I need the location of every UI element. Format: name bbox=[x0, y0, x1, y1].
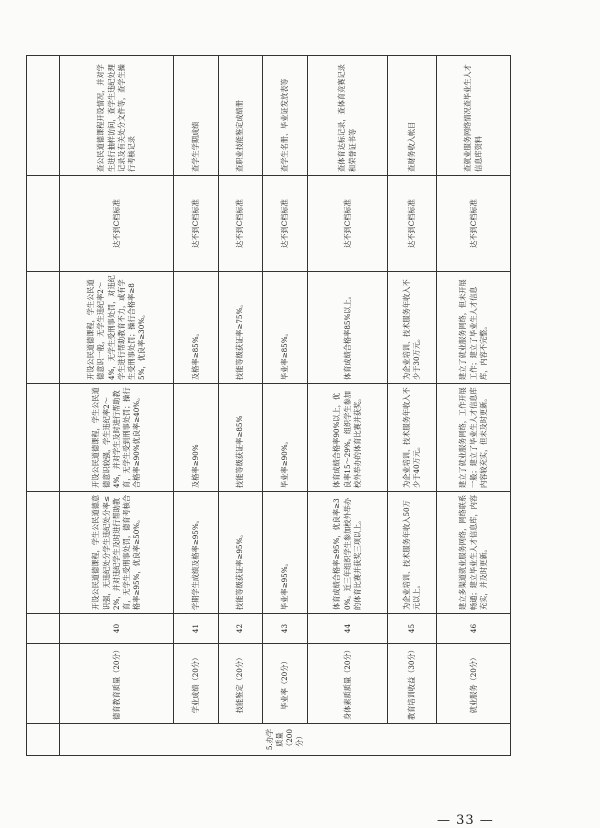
number-cell: 42 bbox=[218, 614, 263, 644]
content-cell: 技能等级获证率≥95%。 bbox=[218, 492, 263, 614]
number-cell: 43 bbox=[263, 614, 308, 644]
grade-b-cell: 及格率≥85%。 bbox=[174, 272, 219, 384]
grade-a-cell: 开设公民道德课程，学生公民道德意识较强，学生违纪率2～4%，并对学生及时进行帮助教育，无学生受到刑事处罚；操行合格率≥90%优良率≥40%。 bbox=[60, 384, 174, 492]
grade-c-cell: 达不到C档标准 bbox=[174, 176, 219, 272]
number-cell: 41 bbox=[174, 614, 219, 644]
method-cell: 查财务收入帐目 bbox=[388, 56, 437, 176]
content-cell: 学期学生成绩及格率≥95%。 bbox=[174, 492, 219, 614]
grade-c-cell: 达不到C档标准 bbox=[218, 176, 263, 272]
grade-b-cell: 开设公民道德课程，学生公民道德意识一般，无学生违纪率2～4%，无学生受刑事处罚，对违纪学生进行帮助教育不力，或有学生受刑事处罚；操行合格率≥85%，优良率≥30%。 bbox=[60, 272, 174, 384]
grade-b-cell: 建立了就业服务网络，但未开展工作；建立了毕业生人才信息库，内容不完整。 bbox=[437, 272, 511, 384]
grade-a-cell: 技能等级获证率≥85% bbox=[218, 384, 263, 492]
grade-c-cell: 达不到C档标准 bbox=[60, 176, 174, 272]
grade-a-cell: 及格率≥90% bbox=[174, 384, 219, 492]
number-cell: 40 bbox=[60, 614, 174, 644]
item-cell: 毕业率（20分） bbox=[263, 644, 308, 724]
table-row bbox=[437, 56, 511, 756]
grade-c-cell: 达不到C档标准 bbox=[263, 176, 308, 272]
grade-c-cell: 达不到C档标准 bbox=[388, 176, 437, 272]
content-cell: 为企业培训、技术服务年收入50万元以上。 bbox=[388, 492, 437, 614]
grade-b-cell: 为企业培训、技术服务年收入不少于30万元。 bbox=[388, 272, 437, 384]
item-cell: 德育教育质量（20分） bbox=[60, 644, 174, 724]
grade-a-cell: 为企业培训、技术服务年收入不少于40万元。 bbox=[388, 384, 437, 492]
grade-a-cell: 体育成绩合格率90%以上，优良率15～29%。组织学生参加校外举办的体育比赛并获奖。 bbox=[307, 384, 387, 492]
evaluation-table bbox=[26, 55, 511, 756]
category-cell: 5.办学质量（200分） bbox=[60, 724, 511, 756]
grade-a-cell: 建立了就业服务网络，工作开展一般；建立了毕业生人才信息库内容较充实，但未及时更新。 bbox=[437, 384, 511, 492]
item-cell: 教育培训收益（30分） bbox=[388, 644, 437, 724]
number-cell: 45 bbox=[388, 614, 437, 644]
page-number: — 33 — bbox=[437, 813, 494, 828]
grade-b-cell: 技能等级获证率≥75%。 bbox=[218, 272, 263, 384]
item-cell: 身体素质质量（20分） bbox=[307, 644, 387, 724]
header-row bbox=[27, 56, 60, 756]
method-cell: 查就业服务网络情况查毕业生人才信息库资料 bbox=[437, 56, 511, 176]
content-cell: 建立多渠道就业服务网络，网络联系畅通；建立毕业生人才信息库，内容充实，并及时更新。 bbox=[437, 492, 511, 614]
table-row bbox=[60, 56, 174, 756]
table-row bbox=[218, 56, 263, 756]
content-cell: 毕业率≥95%。 bbox=[263, 492, 308, 614]
table-row bbox=[307, 56, 387, 756]
table-row bbox=[263, 56, 308, 756]
grade-b-cell: 体育成绩合格率85%以上。 bbox=[307, 272, 387, 384]
table-row bbox=[174, 56, 219, 756]
method-cell: 查职业技能鉴定成绩册 bbox=[218, 56, 263, 176]
grade-c-cell: 达不到C档标准 bbox=[307, 176, 387, 272]
content-cell: 体育成绩合格率≥95%，优良率≥30%。近三年组织学生参加校外举办的体育比赛并获奖三项以上。 bbox=[307, 492, 387, 614]
method-cell: 查学生学期成绩 bbox=[174, 56, 219, 176]
content-cell: 开设公民道德课程，学生公民道德意识强，无违纪处分学生违纪处分率≤2%，并对违纪学生及时进行帮助教育，无学生受刑事处罚，德育考核合格率≥95%，优良率≥50%。 bbox=[60, 492, 174, 614]
table-row bbox=[388, 56, 437, 756]
item-cell: 就业服务（20分） bbox=[437, 644, 511, 724]
rotated-table-wrapper bbox=[26, 56, 511, 756]
grade-c-cell: 达不到C档标准 bbox=[437, 176, 511, 272]
grade-a-cell: 毕业率≥90%。 bbox=[263, 384, 308, 492]
method-cell: 查体育达标记录，查体育竞赛记录和荣誉证书等 bbox=[307, 56, 387, 176]
item-cell: 学业成绩（20分） bbox=[174, 644, 219, 724]
method-cell: 查公民道德课程开设情况，并对学生进行抽样访问，查学生违纪处理记录及有关处分文件等，查学生操行考核记录 bbox=[60, 56, 174, 176]
number-cell: 46 bbox=[437, 614, 511, 644]
grade-b-cell: 毕业率≥85%。 bbox=[263, 272, 308, 384]
number-cell: 44 bbox=[307, 614, 387, 644]
item-cell: 技能鉴定（20分） bbox=[218, 644, 263, 724]
method-cell: 查学生名册、毕业证发放表等 bbox=[263, 56, 308, 176]
